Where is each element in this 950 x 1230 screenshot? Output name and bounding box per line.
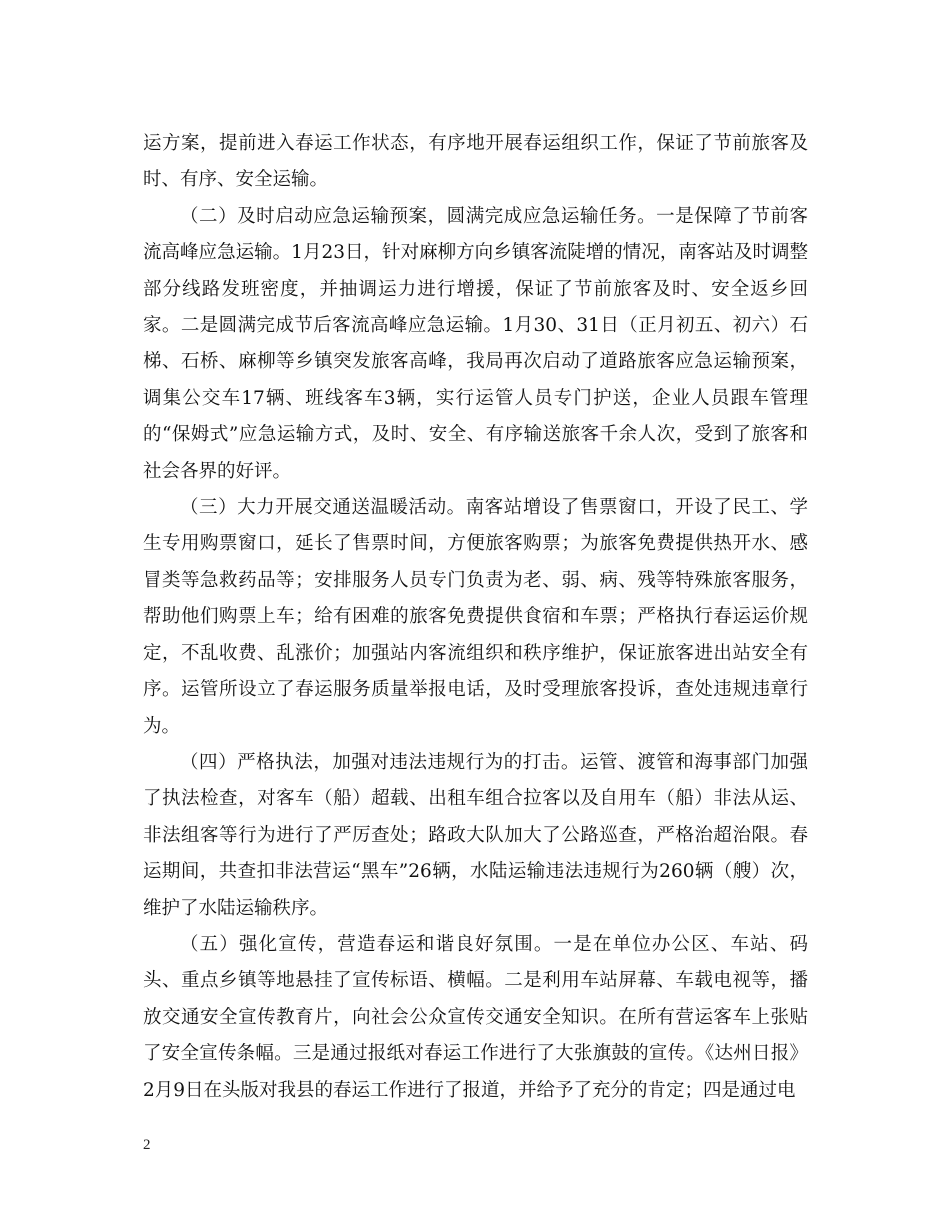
page-number: 2 (143, 1137, 151, 1153)
paragraph-warmth-activities: （三）大力开展交通送温暖活动。南客站增设了售票窗口，开设了民工、学生专用购票窗口，延长了售票时间，方便旅客购票；为旅客免费提供热开水、感冒类等急救药品等；安排服务人员专门负责为老、弱、病、残等特殊旅客服务，帮助他们购票上车；给有困难的旅客免费提供食宿和车票；严格执行春运运价规定，不乱收费、乱涨价；加强站内客流组织和秩序维护，保证旅客进出站安全有序。运管所设立了春运服务质量举报电话，及时受理旅客投诉，查处违规违章行为。 (143, 497, 808, 737)
paragraph-emergency-transport: （二）及时启动应急运输预案，圆满完成应急运输任务。一是保障了节前客流高峰应急运输。1月23日，针对麻柳方向乡镇客流陡增的情况，南客站及时调整部分线路发班密度，并抽调运力进行增援，保证了节前旅客及时、安全返乡回家。二是圆满完成节后客流高峰应急运输。1月30、31日（正月初五、初六）石梯、石桥、麻柳等乡镇突发旅客高峰，我局再次启动了道路旅客应急运输预案，调集公交车17辆、班线客车3辆，实行运管人员专门护送，企业人员跟车管理的“保姆式”应急运输方式，及时、安全、有序输送旅客千余人次，受到了旅客和社会各界的好评。 (143, 205, 808, 482)
paragraph-continuation: 运方案，提前进入春运工作状态，有序地开展春运组织工作，保证了节前旅客及时、有序、安全运输。 (143, 133, 808, 191)
paragraph-publicity: （五）强化宣传，营造春运和谐良好氛围。一是在单位办公区、车站、码头、重点乡镇等地悬挂了宣传标语、横幅。二是利用车站屏幕、车载电视等，播放交通安全宣传教育片，向社会公众宣传交通安全知识。在所有营运客车上张贴了安全宣传条幅。三是通过报纸对春运工作进行了大张旗鼓的宣传。《达州日报》2月9日在头版对我县的春运工作进行了报道，并给予了充分的肯定；四是通过电 (143, 933, 808, 1101)
paragraph-law-enforcement: （四）严格执法，加强对违法违规行为的打击。运管、渡管和海事部门加强了执法检查，对客车（船）超载、出租车组合拉客以及自用车（船）非法从运、非法组客等行为进行了严厉查处；路政大队加大了公路巡查，严格治超治限。春运期间，共查扣非法营运“黑车”26辆，水陆运输违法违规行为260辆（艘）次，维护了水陆运输秩序。 (143, 751, 808, 919)
document-body (143, 126, 808, 1109)
